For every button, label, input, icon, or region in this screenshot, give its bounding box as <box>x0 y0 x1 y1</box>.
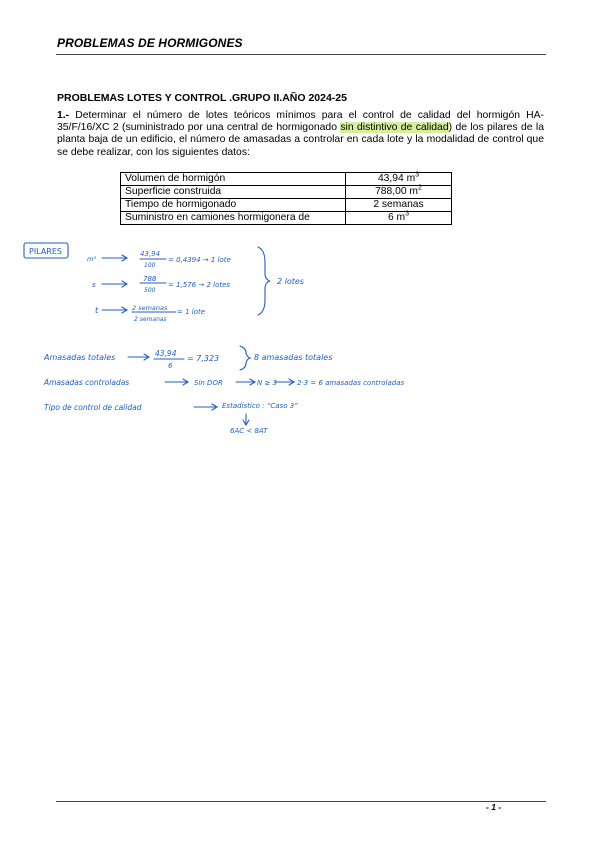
highlighted-text: sin distintivo de calidad <box>340 122 449 134</box>
amasadas-totales-label: Amasadas totales <box>44 353 116 362</box>
row2-result: = 1,576 → 2 lotes <box>168 281 231 289</box>
row1-den: 100 <box>144 262 156 269</box>
page-header-title: PROBLEMAS DE HORMIGONES <box>57 36 243 50</box>
brace <box>240 346 250 370</box>
problem-number: 1.- <box>57 110 70 121</box>
row-label: Superficie construida <box>121 186 346 199</box>
amasadas-controladas-result: 2·3 = 6 amasadas controladas <box>297 379 405 387</box>
brace-result: 2 lotes <box>277 277 304 286</box>
amasadas-totales-num: 43,94 <box>155 349 177 358</box>
amasadas-controladas-step1: Sin DOR <box>194 379 223 387</box>
row-label: Tiempo de hormigonado <box>121 199 346 212</box>
tipo-control-result: Estadístico : “Caso 3” <box>222 402 298 410</box>
pilares-label: PILARES <box>29 247 62 256</box>
row3-num: 2 semanas <box>132 304 168 312</box>
row1-num: 43,94 <box>140 250 161 258</box>
page-number: - 1 - <box>486 802 502 812</box>
row1-var: m³ <box>87 255 96 263</box>
tipo-control-below: 6AC < 8AT <box>230 427 268 435</box>
row-label: Suministro en camiones hormigonera de <box>121 212 346 225</box>
row-label: Volumen de hormigón <box>121 173 346 186</box>
row-value: 2 semanas <box>346 199 452 212</box>
tipo-control-label: Tipo de control de calidad <box>44 403 142 412</box>
section-title: PROBLEMAS LOTES Y CONTROL .GRUPO II.AÑO 2024-25 <box>57 92 347 104</box>
problem-text-after: ) de los pilares de la planta baja de un edificio, el número de amasadas a controlar en cada lote y la modalidad de control que se debe realizar, con los siguientes datos: <box>57 122 544 158</box>
amasadas-totales-den: 6 <box>168 362 173 370</box>
row1-result: = 0,4394 → 1 lote <box>168 256 231 264</box>
row3-var: t <box>95 306 99 315</box>
footer-divider <box>56 801 546 802</box>
row-value: 43,94 $m^3$ <box>346 173 452 186</box>
row2-num: 788 <box>143 275 157 283</box>
amasadas-totales-result: = 7,323 <box>187 354 220 363</box>
amasadas-totales-note: 8 amasadas totales <box>254 353 333 362</box>
amasadas-controladas-label: Amasadas controladas <box>44 378 130 387</box>
row2-den: 500 <box>144 287 156 294</box>
amasadas-controladas-step2: N ≥ 3 <box>257 379 278 387</box>
brace <box>258 247 270 315</box>
row3-result: = 1 lote <box>177 308 206 316</box>
problem-text-before: Determinar el número de lotes teóricos mínimos para el control de calidad del hormigón HA-35/F/16/XC 2 (suministrado por una central de hormigonado <box>57 110 544 134</box>
row-value: 788,00 $m^2$ <box>346 186 452 199</box>
row-value: 6 $m^3$ <box>346 212 452 225</box>
row2-var: s <box>92 281 96 289</box>
row3-den: 2 semanas <box>134 316 167 323</box>
